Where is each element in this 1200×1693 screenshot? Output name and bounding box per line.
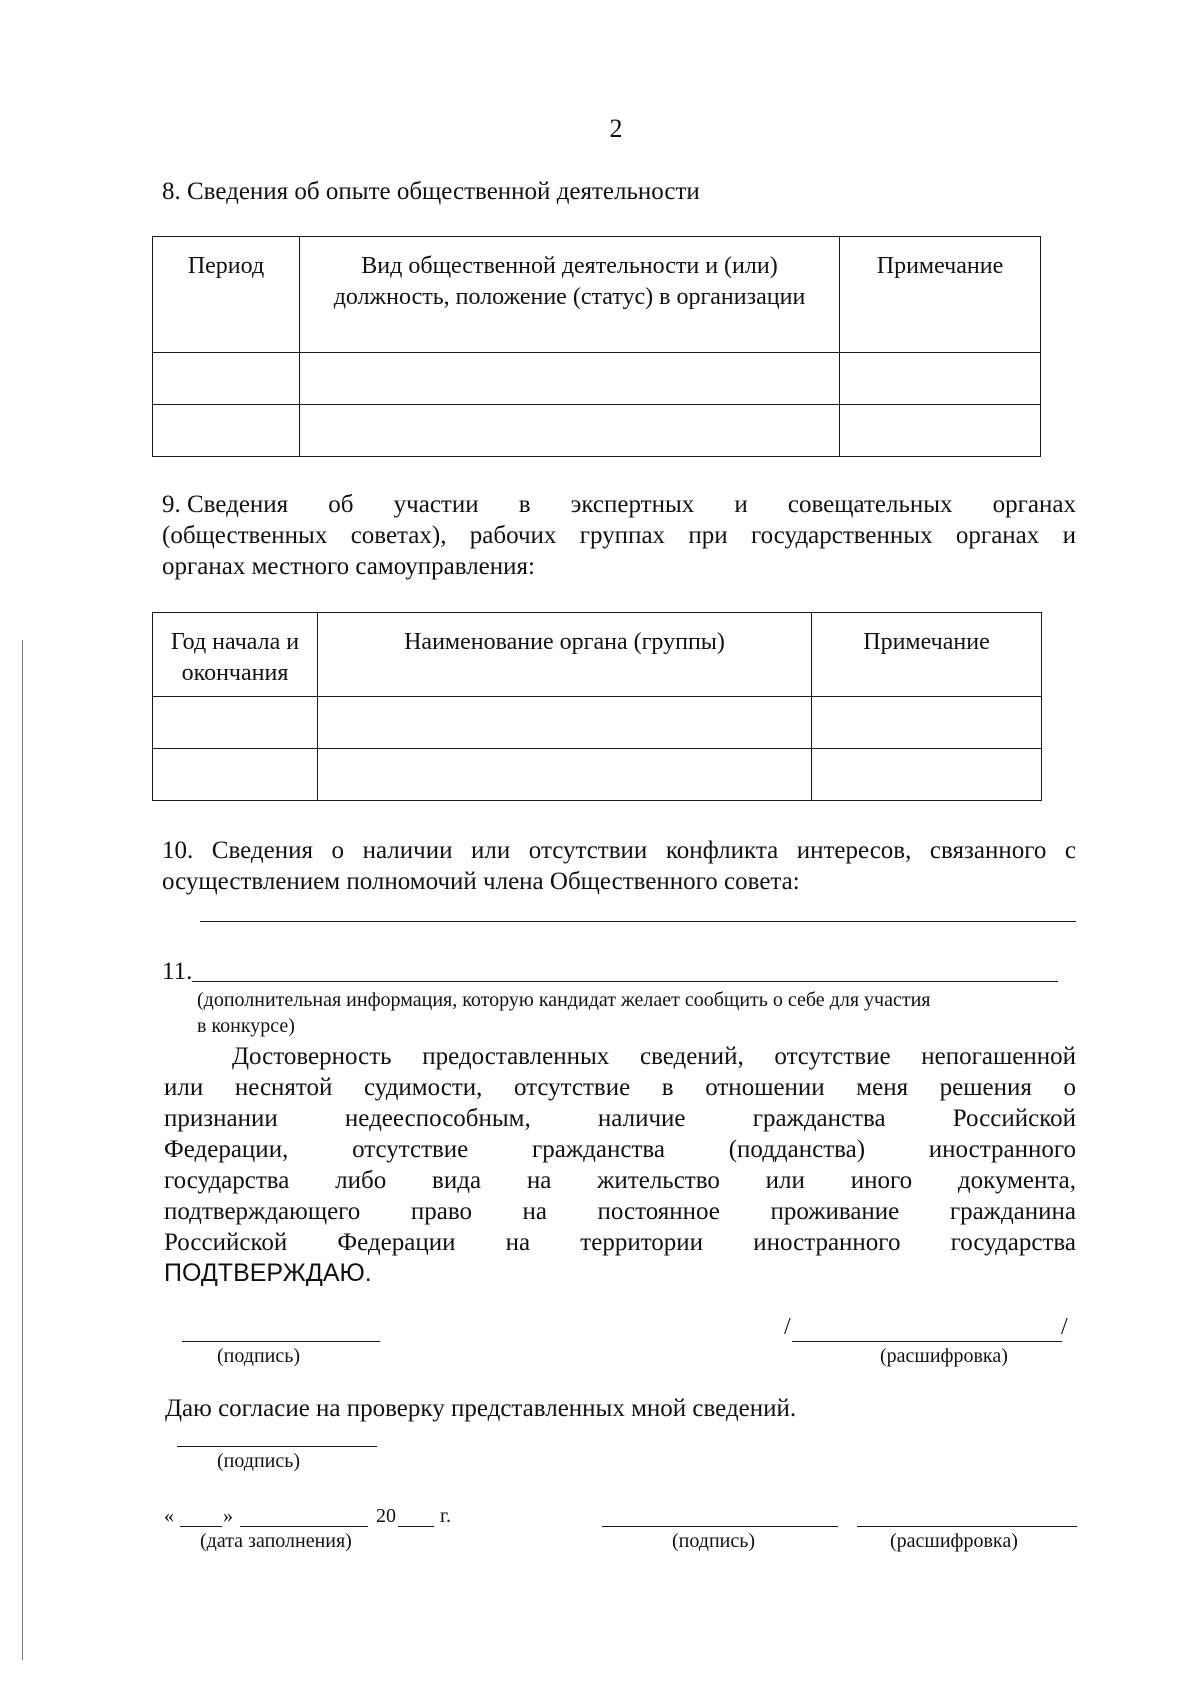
confirmation-line: Федерации, отсутствие гражданства (подданства) иностранного [164, 1136, 1076, 1163]
table-row [153, 405, 1041, 457]
section-9-table [152, 612, 1042, 801]
decoding-line[interactable] [792, 1341, 1062, 1342]
word: экспертных [570, 491, 695, 518]
table-cell[interactable] [300, 353, 840, 405]
table-row [153, 353, 1041, 405]
section-9-text [162, 489, 1076, 582]
date-caption: (дата заполнения) [200, 1530, 352, 1552]
section-9-line-3: органах местного самоуправления: [162, 553, 535, 580]
scan-edge-line [22, 640, 23, 1660]
table-cell[interactable] [300, 405, 840, 457]
header-body-name: Наименование органа (группы) [318, 613, 812, 697]
signature-caption: (подпись) [217, 1345, 301, 1367]
month-line[interactable] [240, 1526, 368, 1527]
word: 9. Сведения [162, 491, 289, 518]
section-10-text [162, 835, 1076, 897]
section-11-note-line-1: (дополнительная информация, которую кандидат желает сообщить о себе для участия [197, 989, 931, 1011]
header-note: Примечание [812, 613, 1042, 697]
year-line[interactable] [398, 1526, 434, 1527]
table-header-row [153, 237, 1041, 353]
confirmation-line: подтверждающего право на постоянное проживание гражданина [164, 1198, 1076, 1225]
consent-signature-caption: (подпись) [217, 1450, 301, 1472]
word: и [734, 491, 748, 518]
table-cell[interactable] [153, 697, 318, 749]
section-11-note [197, 987, 1077, 1039]
table-cell[interactable] [840, 405, 1041, 457]
section-11-number: 11. [162, 958, 193, 985]
table-cell[interactable] [153, 353, 300, 405]
page-number: 2 [609, 114, 623, 143]
section-10-line-2: осуществлением полномочий члена Общественного совета: [162, 868, 800, 895]
header-period: Период [153, 237, 300, 353]
final-decoding-line[interactable] [857, 1526, 1077, 1527]
final-signature-caption: (подпись) [672, 1530, 756, 1552]
header-years: Год начала и окончания [153, 613, 318, 697]
confirmation-line: или неснятой судимости, отсутствие в отношении меня решения о [164, 1074, 1076, 1101]
table-row [153, 749, 1042, 801]
word: участии [393, 491, 479, 518]
table-cell[interactable] [153, 405, 300, 457]
additional-info-line[interactable] [192, 981, 1058, 982]
word: в [518, 491, 531, 518]
confirmation-line: Достоверность предоставленных сведений, отсутствие непогашенной [232, 1043, 1076, 1070]
section-8-table [152, 236, 1041, 457]
table-cell[interactable] [840, 353, 1041, 405]
conflict-answer-line[interactable] [200, 921, 1076, 922]
confirmation-line: признании недееспособным, наличие гражданства Российской [164, 1105, 1076, 1132]
slash-open: / [784, 1314, 791, 1340]
header-activity: Вид общественной деятельности и (или) должность, положение (статус) в организации [300, 237, 840, 353]
table-cell[interactable] [812, 749, 1042, 801]
section-10-line-1: 10. Сведения о наличии или отсутствии конфликта интересов, связанного с [162, 837, 1076, 864]
year-suffix: г. [440, 1505, 451, 1527]
confirmation-line: Российской Федерации на территории иностранного государства [164, 1229, 1076, 1256]
table-cell[interactable] [318, 749, 812, 801]
date-open-quote: « [164, 1505, 174, 1527]
section-11-note-line-2: в конкурсе) [197, 1015, 295, 1037]
decoding-caption: (расшифровка) [880, 1345, 1008, 1367]
word: совещательных [787, 491, 953, 518]
section-9-line-1 [162, 489, 1076, 520]
table-cell[interactable] [318, 697, 812, 749]
table-cell[interactable] [153, 749, 318, 801]
header-note: Примечание [840, 237, 1041, 353]
final-signature-line[interactable] [602, 1526, 838, 1527]
table-row [153, 697, 1042, 749]
word: об [328, 491, 354, 518]
section-9-line-2: (общественных советах), рабочих группах при государственных органах и [162, 522, 1076, 549]
word: органах [992, 491, 1076, 518]
signature-line[interactable] [182, 1341, 380, 1342]
year-prefix: 20 [376, 1505, 396, 1527]
final-decoding-caption: (расшифровка) [890, 1530, 1018, 1552]
confirmation-final-word: ПОДТВЕРЖДАЮ. [164, 1259, 372, 1287]
section-8-title: 8. Сведения об опыте общественной деятельности [162, 178, 700, 205]
consent-signature-line[interactable] [177, 1446, 377, 1447]
confirmation-paragraph [164, 1041, 1076, 1289]
table-cell[interactable] [812, 697, 1042, 749]
date-close-quote: » [223, 1505, 233, 1527]
confirmation-line: государства либо вида на жительство или иного документа, [164, 1167, 1076, 1194]
consent-text: Даю согласие на проверку представленных мной сведений. [165, 1395, 797, 1422]
day-line[interactable] [180, 1526, 222, 1527]
slash-close: / [1061, 1314, 1068, 1340]
table-header-row [153, 613, 1042, 697]
